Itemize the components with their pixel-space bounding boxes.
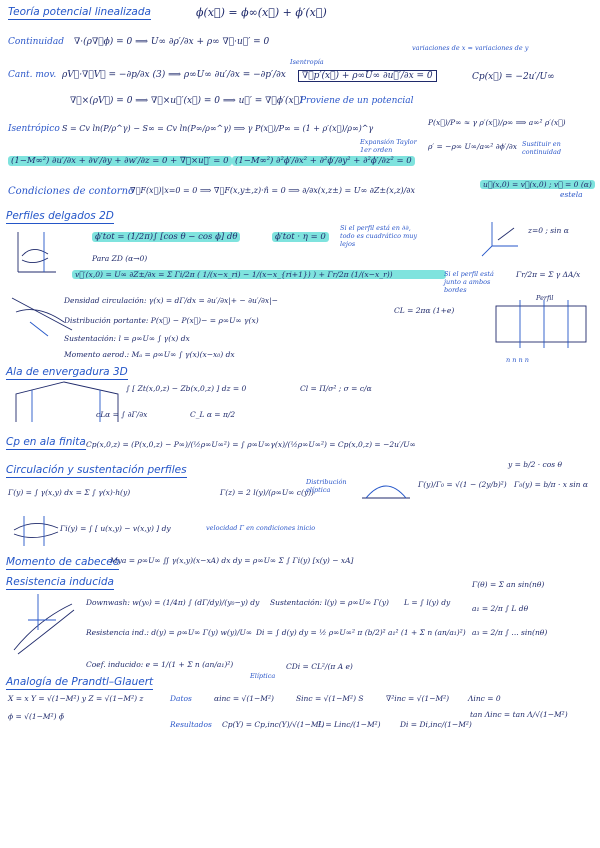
density-perturbation-equation: ρ′ = −ρ∞ U∞/a∞² ∂ϕ′/∂x: [428, 142, 518, 151]
isentropic-equation: S = Cv ln(P/ρ^γ) − S∞ = Cv ln(P∞/ρ∞^γ) ⟹ γ P(x⃗)/P∞ = (1 + ρ′(x⃗)/ρ∞)^γ: [62, 124, 374, 133]
total-lift-integral: L = ∫ l(y) dy: [404, 598, 451, 607]
lift-slope-pi: C_L α = π/2: [190, 410, 236, 419]
circulation-density: Densidad circulación: γ(x) = dΓ/dx = ∂u′/∂x|+ − ∂u′/∂x|−: [64, 296, 278, 305]
downwash-equation: Downwash: w(y₀) = (1/4π) ∫ (dΓ/dy)/(y₀−y) dy: [86, 598, 260, 607]
oswald-factor: Coef. inducido: e = 1/(1 + Σ n (an/a₁)²): [86, 660, 234, 669]
induced-circulation: Γi(y) = ∫ [ u(x,y) − v(x,y) ] dy: [60, 524, 171, 533]
pg-data-alpha: αinc = √(1−M²): [214, 694, 274, 703]
fourier-circulation: Γ(θ) = Σ an sin(nθ): [472, 580, 545, 589]
pg-potential: ϕ = √(1−M²) ϕ̄: [8, 712, 65, 721]
lift-distribution: Distribución portante: P(x⃗) − P(x⃗)− = ρ∞U∞ γ(x): [64, 316, 259, 325]
section-lift-equation: Sustentación: l(y) = ρ∞U∞ Γ(y): [270, 598, 389, 607]
cosine-substitution: y = b/2 · cos θ: [508, 460, 563, 469]
circulation-ratio-formula: Γr/2π = Σ γ ΔA/x: [516, 270, 581, 279]
total-potential-normal: ϕ′tot · η = 0: [272, 232, 329, 242]
momentum-equation: ρV⃗·∇⃗V⃗ = −∂p/∂x (3) ⟹ ρ∞U∞ ∂u′/∂x = −∂p′/∂x: [62, 70, 286, 80]
momentum-boxed-equation: ∇⃗p′(x⃗) + ρ∞U∞ ∂u⃗′/∂x = 0: [298, 70, 437, 82]
lift-derivative: cLα = ∫ ∂Γ/∂x: [96, 410, 148, 419]
zero-point-note: z=0 ; sin α: [528, 226, 569, 235]
velocity-vortex-equation: v⃗′(x,0) = U∞ ∂Z±/∂x = Σ Γi/2π ( 1/(x−x_ri) − 1/(x−x_{ri+1}) ) + Γr/2π (1/(x−x_r)): [72, 270, 446, 279]
wing-integral-equation: ∫ [ Zt(x,0,z) − Zb(x,0,z) ] dz = 0: [126, 384, 247, 393]
top-equation: ϕ(x⃗) = ϕ∞(x⃗) + ϕ′(x⃗): [196, 6, 327, 19]
total-potential-equation: ϕ′tot = (1/2π)∫ [cos θ − cos ϕ] dθ: [92, 232, 240, 242]
linearized-continuity-equation: (1−M∞²) ∂u′/∂x + ∂v′/∂y + ∂w′/∂z = 0 + ∇⃗×u⃗′ = 0: [8, 156, 232, 166]
linearized-potential-equation: (1−M∞²) ∂²ϕ′/∂x² + ∂²ϕ′/∂y² + ∂²ϕ′/∂z² = 0: [232, 156, 415, 166]
farfield-note: Si el perfil está en ∂∂, todo es cuadrático muy lejos: [340, 224, 418, 248]
boundary-conditions-equation: ∇⃗F(x⃗)|x=0 = 0 ⟹ ∇⃗F(x,y±,z)·n̂ = 0 ⟹ ∂/∂x(x,z±) = U∞ ∂Z±(x,z)/∂x: [130, 186, 415, 195]
elliptic-label: Elíptica: [250, 672, 276, 680]
elliptic-circulation-ratio: Γ(y)/Γ₀ = √(1 − (2y/b)²): [418, 480, 507, 489]
induced-drag-coefficient: CDi = CL²/(π A e): [286, 662, 353, 671]
continuity-note: variaciones de x ≈ variaciones de y: [412, 44, 529, 52]
panel-nodes-label: n n n n: [506, 356, 529, 364]
fourier-a1: a₁ = 2/π ∫ L dθ: [472, 604, 529, 613]
pg-data-label: Datos: [170, 694, 192, 703]
lift-equation: Sustentación: l = ρ∞U∞ ∫ γ(x) dx: [64, 334, 190, 343]
axis-triad-sketch: [478, 216, 524, 260]
airfoil-camber-sketch: [8, 226, 68, 286]
pg-result-cp: Cp(Y) = Cp,inc(Y)/√(1−M²): [222, 720, 325, 729]
irrotational-equation: ∇⃗×(ρV⃗) = 0 ⟹ ∇⃗×u⃗′(x⃗) = 0 ⟹ u⃗′ = ∇⃗ϕ′(x⃗): [70, 96, 303, 106]
circulation-integral: Γ(y) = ∫ γ(x,y) dx = Σ ∫ γ(x)·h(y): [8, 488, 131, 497]
cp-wing-equation: Cp(x,0,z) = (P(x,0,z) − P∞)/(½ρ∞U∞²) = ∫ ρ∞U∞γ(x)/(½ρ∞U∞²) = Cp(x,0,z) = −2u′/U∞: [86, 440, 416, 449]
pg-result-lift: L = Linc/(1−M²): [318, 720, 381, 729]
section-title-thin-airfoils: Perfiles delgados 2D: [6, 210, 114, 222]
elliptic-tag: Distribución elíptica: [306, 478, 347, 494]
section-title-circulation: Circulación y sustentación perfiles: [6, 464, 187, 476]
taylor-tag: Expansión Taylor 1er orden: [360, 138, 417, 154]
section-title-cp-wing: Cp en ala finita: [6, 436, 86, 448]
panel-sketch-label: Perfil: [536, 294, 554, 302]
continuity-label: Continuidad: [8, 37, 64, 47]
pg-results-label: Resultados: [170, 720, 212, 729]
pitching-moment-equation: Mya = ρ∞U∞ ∬ γ(x,y)(x−xA) dx dy = ρ∞U∞ Σ ∫ Γi(y) [x(y) − xA]: [110, 556, 354, 565]
wing-planform-sketch: [12, 378, 122, 430]
section-title-prandtl-glauert: Analogía de Prandtl–Glauert: [6, 676, 154, 688]
local-circulation: Γ(z) = 2 l(y)/(ρ∞U∞ c(y)): [220, 488, 314, 497]
section-title-3d-wing: Ala de envergadura 3D: [6, 366, 128, 378]
boundary-side-equation: u⃗(x,0) = v⃗(x,0) ; v⃗ = 0 (α): [480, 180, 595, 189]
lift-coefficient-note: CL = 2πα (1+e): [394, 306, 455, 315]
pg-data-sweep: tan Λinc = tan Λ/√(1−M²): [470, 710, 568, 719]
isentropic-label: Isentrópico: [8, 124, 60, 134]
cp-definition: Cp(x⃗) = −2u′/U∞: [472, 72, 555, 82]
induced-drag-section: Resistencia ind.: d(y) = ρ∞U∞ Γ(y) w(y)/U∞: [86, 628, 253, 637]
aero-moment-equation: Momento aerod.: Mₐ = ρ∞U∞ ∫ γ(x)(x−x₀) dx: [64, 350, 235, 359]
fourier-an: a₃ = 2/π ∫ ... sin(nθ): [472, 628, 548, 637]
downwash-sketch: [8, 590, 78, 660]
isentropy-tag: Isentropía: [290, 58, 324, 66]
pg-coordinates: X = x Y = √(1−M²) y Z = √(1−M²) z: [8, 694, 144, 703]
pg-result-drag: Di = Di,inc/(1−M²): [400, 720, 472, 729]
pg-data-sweep-zero: Λinc = 0: [468, 694, 501, 703]
section-title-pitching-moment: Momento de cabeceo: [6, 556, 120, 568]
small-angle-label: Para ZD (α→0): [92, 254, 148, 263]
pg-data-area: Sinc = √(1−M²) S: [296, 694, 364, 703]
wing-vortex-sketch: [10, 510, 62, 550]
momentum-label: Cant. mov.: [8, 70, 57, 80]
elliptic-distribution-sketch: [360, 476, 412, 502]
potential-note: Proviene de un potencial: [300, 96, 414, 106]
section-title-induced-drag: Resistencia inducida: [6, 576, 114, 588]
pressure-ratio-equation: P(x⃗)/P∞ ≈ γ ρ′(x⃗)/ρ∞ ⟹ a∞² ρ′(x⃗): [428, 118, 566, 127]
velocity-condition-tag: velocidad Γ en condiciones inicio: [206, 524, 316, 532]
boundary-conditions-label: Condiciones de contorno: [8, 186, 135, 197]
substitute-note: Sustituir en continuidad: [522, 140, 562, 156]
panel-sketch: [490, 296, 594, 354]
wake-label: estela: [560, 190, 583, 199]
pg-data-aspect: ∇²inc = √(1−M²): [386, 694, 450, 703]
continuity-equation: ∇·(ρ∇⃗ϕ) = 0 ⟹ U∞ ∂ρ′/∂x + ρ∞ ∇⃗·u⃗′ = 0: [74, 37, 270, 47]
wing-lift-slope: Cl = Π/σ² ; σ = c/α: [300, 384, 372, 393]
induced-drag-total: Di = ∫ d(y) dy = ½ ρ∞U∞² π (b/2)² a₁² (1 + Σ n (an/a₁)²): [256, 628, 466, 637]
edges-note: Si el perfil está junto a ambos bordes: [444, 270, 494, 294]
section-title-potential-theory: Teoría potencial linealizada: [8, 6, 151, 18]
root-circulation: Γ₀(y) = b/π · x sin α: [514, 480, 588, 489]
